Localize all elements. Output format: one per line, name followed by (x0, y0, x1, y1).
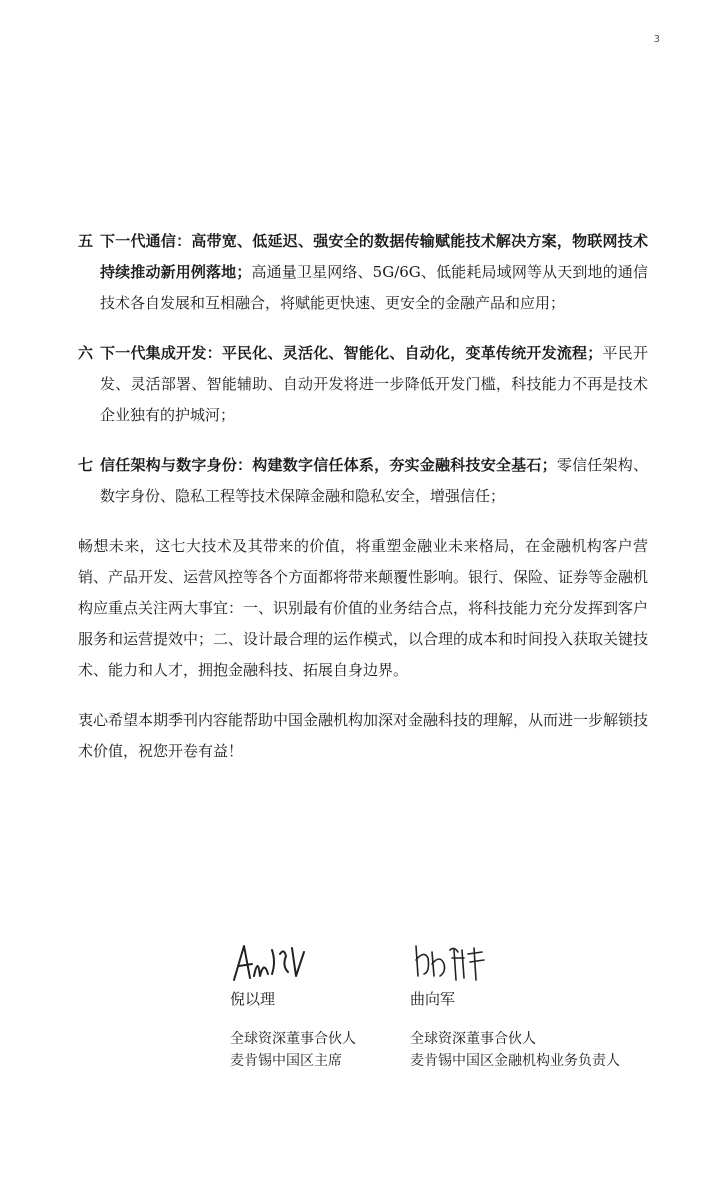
item-heading: 信任架构与数字身份：构建数字信任体系，夯实金融科技安全基石； (100, 456, 557, 474)
page-number: 3 (653, 34, 660, 45)
title-line-2: 麦肯锡中国区主席 (230, 1053, 342, 1069)
item-number: 七 (78, 456, 94, 474)
item-body (100, 450, 648, 512)
item-heading: 下一代集成开发：平民化、灵活化、智能化、自动化，变革传统开发流程； (100, 344, 603, 362)
item-text: 平民开发、灵活部署、智能辅助、自动开发将进一步降低开发门槛，科技能力不再是技术企业独有的护城河； (100, 344, 648, 424)
signatory-title (410, 1028, 630, 1072)
item-body (100, 338, 648, 431)
item-number: 五 (78, 232, 94, 250)
item-text: 高通量卫星网络、5G/6G、低能耗局域网等从天到地的通信技术各自发展和互相融合，将赋能更快速、更安全的金融产品和应用； (100, 263, 648, 312)
signatory-name: 倪以理 (230, 990, 276, 1008)
signatory-right (410, 936, 630, 1072)
signatory-name: 曲向军 (410, 990, 456, 1008)
item-text: 零信任架构、数字身份、隐私工程等技术保障金融和隐私安全，增强信任； (100, 456, 648, 505)
handwritten-signature-right (410, 936, 500, 986)
item-body (100, 226, 648, 319)
main-content (78, 226, 648, 786)
item-number: 六 (78, 344, 94, 362)
list-item-5 (78, 226, 648, 319)
closing-paragraph: 衷心希望本期季刊内容能帮助中国金融机构加深对金融科技的理解，从而进一步解锁技术价值，祝您开卷有益！ (78, 711, 649, 760)
list-item-7 (78, 450, 648, 512)
title-line-2: 麦肯锡中国区金融机构业务负责人 (410, 1053, 620, 1069)
title-line-1: 全球资深董事合伙人 (230, 1031, 356, 1047)
signature-block (230, 936, 690, 1076)
list-item-6 (78, 338, 648, 431)
item-heading: 下一代通信：高带宽、低延迟、强安全的数据传输赋能技术解决方案，物联网技术持续推动新用例落地； (100, 232, 648, 281)
title-line-1: 全球资深董事合伙人 (410, 1031, 536, 1047)
outlook-paragraph: 畅想未来，这七大技术及其带来的价值，将重塑金融业未来格局，在金融机构客户营销、产品开发、运营风控等各个方面都将带来颠覆性影响。银行、保险、证券等金融机构应重点关注两大事宜：一、识别最有价值的业务结合点，将科技能力充分发挥到客户服务和运营提效中；二、设计最合理的运作模式，以合理的成本和时间投入获取关键技术、能力和人才，拥抱金融科技、拓展自身边界。 (78, 537, 649, 679)
handwritten-signature-left (230, 936, 320, 986)
